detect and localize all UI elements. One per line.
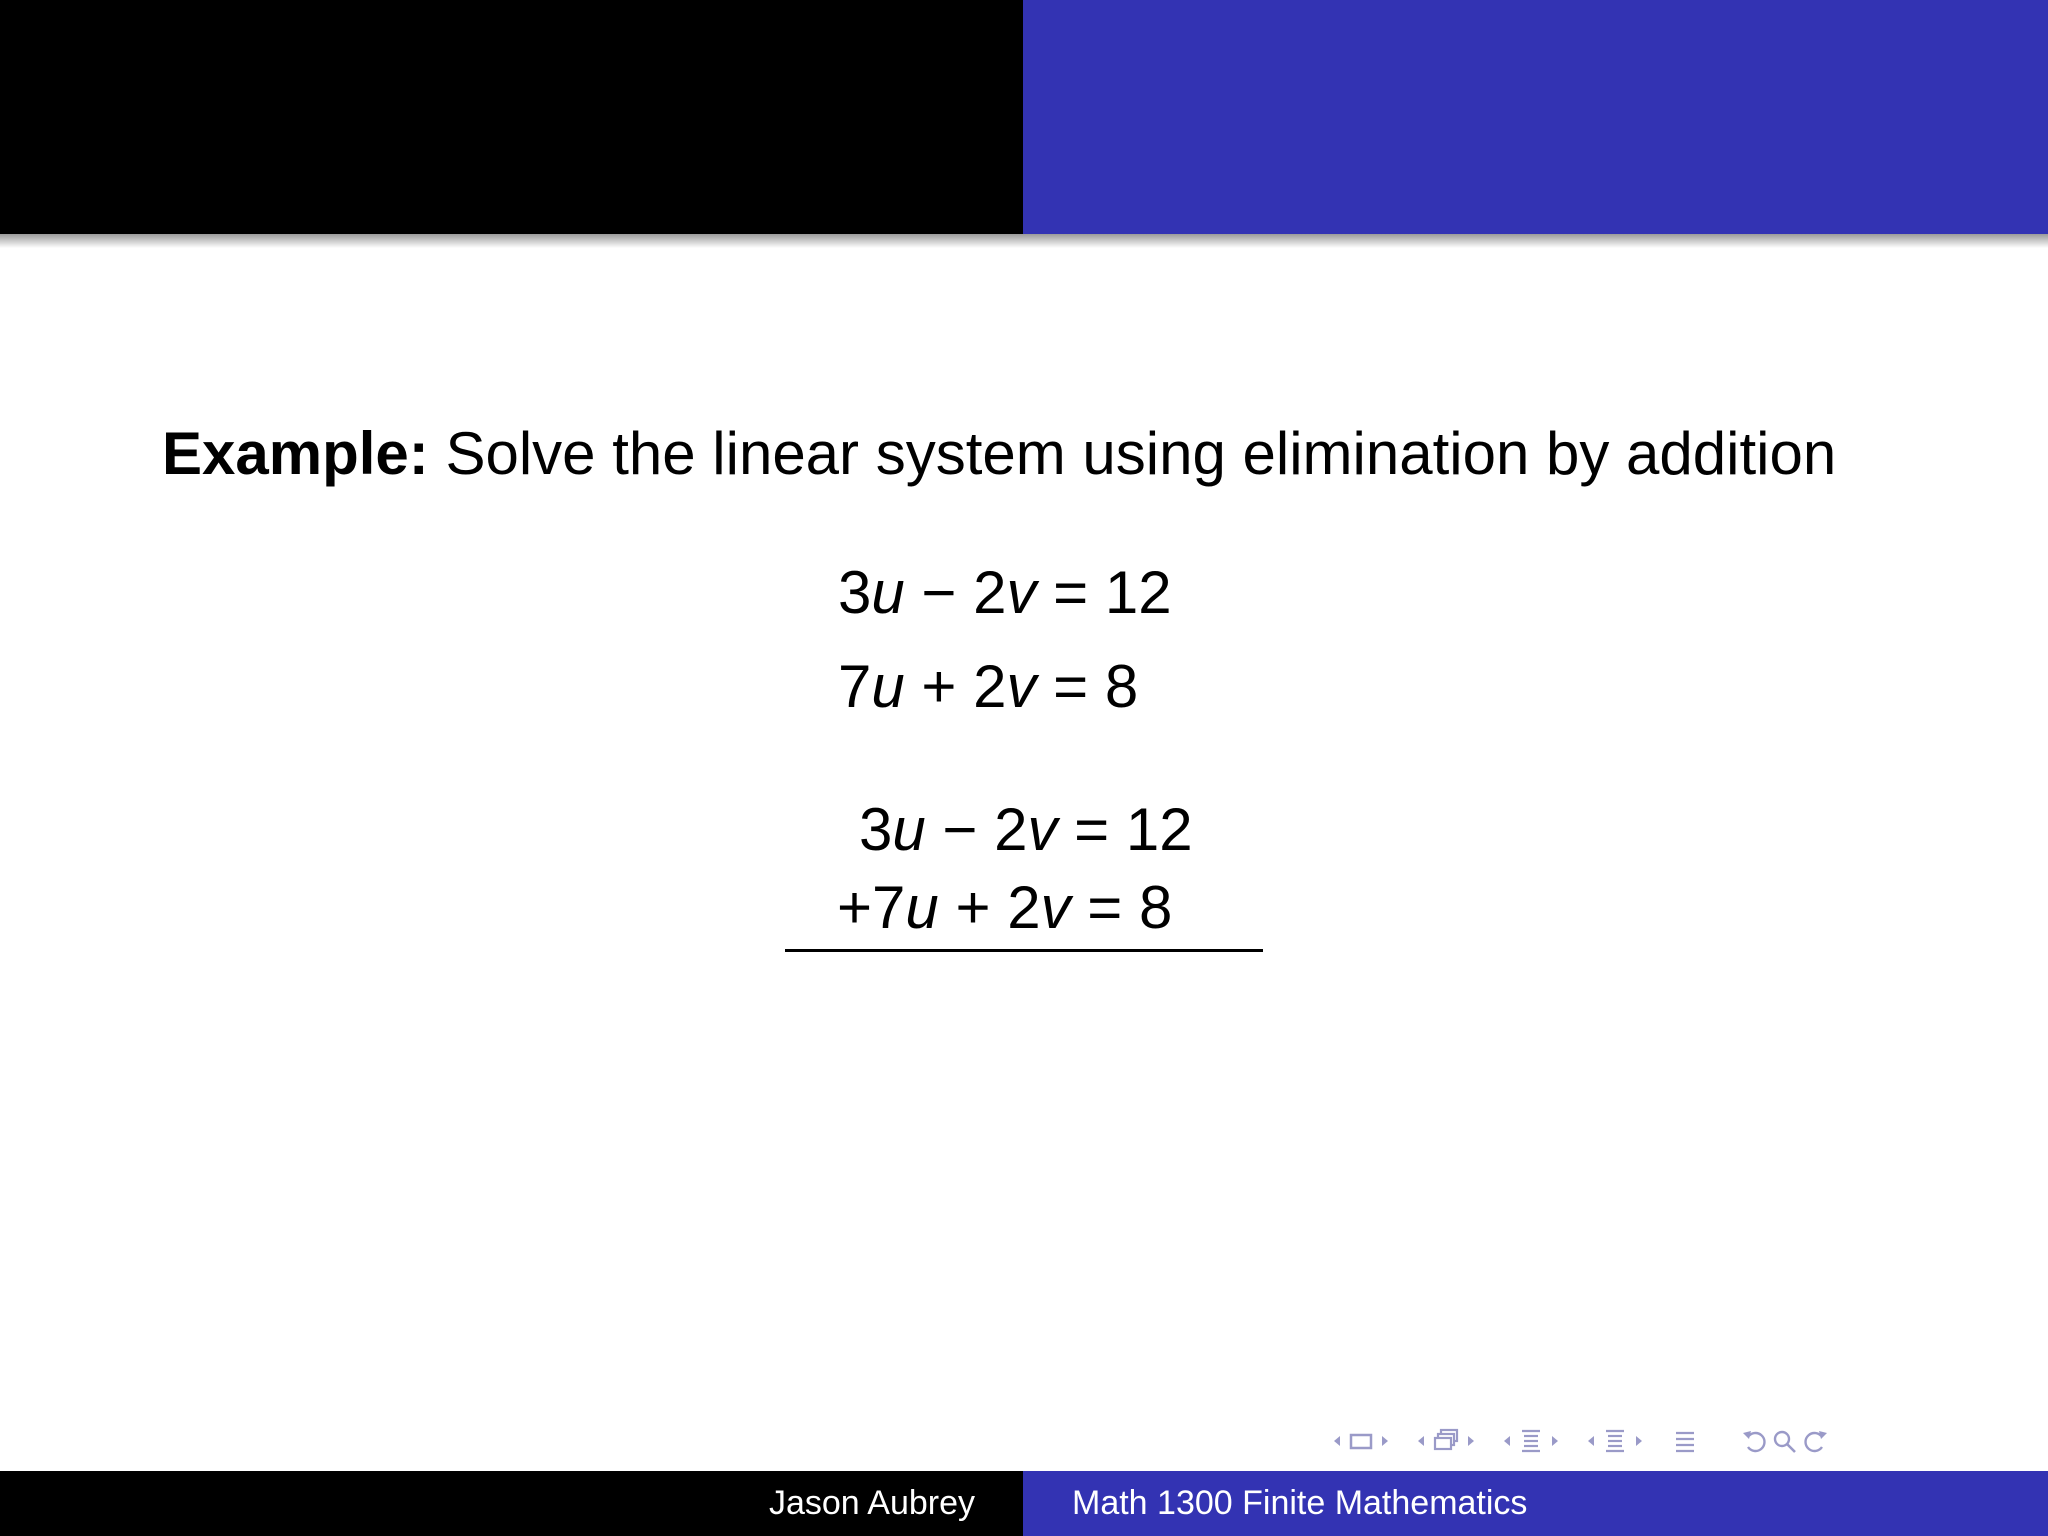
section-icon[interactable] — [1514, 1427, 1548, 1455]
next-subsection-icon[interactable] — [1464, 1431, 1478, 1451]
search-icon[interactable] — [1770, 1427, 1800, 1455]
example-statement — [162, 416, 1836, 492]
header-right-panel — [1023, 0, 2048, 234]
system-equation-2: 7u + 2v = 8 — [838, 653, 1139, 720]
footer-author: Jason Aubrey — [0, 1471, 1023, 1536]
prev-frame-icon[interactable] — [1330, 1431, 1344, 1451]
footer-bar — [0, 1471, 2048, 1536]
example-label: Example: — [162, 420, 429, 487]
beamer-navigation — [1330, 1425, 1830, 1457]
undo-icon[interactable] — [1740, 1427, 1770, 1455]
frame-icon[interactable] — [1344, 1431, 1378, 1451]
next-frame-icon[interactable] — [1378, 1431, 1392, 1451]
align-icon[interactable] — [1668, 1427, 1702, 1455]
addition-equation-1: 3u − 2v = 12 — [859, 796, 1193, 863]
system-equation-1: 3u − 2v = 12 — [838, 559, 1172, 626]
prev-subsection-icon[interactable] — [1414, 1431, 1428, 1451]
sum-rule-line — [785, 949, 1263, 952]
next-section-icon[interactable] — [1548, 1431, 1562, 1451]
next-section2-icon[interactable] — [1632, 1431, 1646, 1451]
header-bar — [0, 0, 2048, 234]
section2-icon[interactable] — [1598, 1427, 1632, 1455]
footer-course: Math 1300 Finite Mathematics — [1023, 1471, 2048, 1536]
addition-equation-2: +7u + 2v = 8 — [837, 874, 1173, 941]
subsection-icon[interactable] — [1428, 1427, 1464, 1455]
prev-section2-icon[interactable] — [1584, 1431, 1598, 1451]
example-text: Solve the linear system using elimination by addition — [428, 420, 1837, 487]
header-shadow — [0, 234, 2048, 248]
header-left-panel — [0, 0, 1023, 234]
redo-icon[interactable] — [1800, 1427, 1830, 1455]
prev-section-icon[interactable] — [1500, 1431, 1514, 1451]
